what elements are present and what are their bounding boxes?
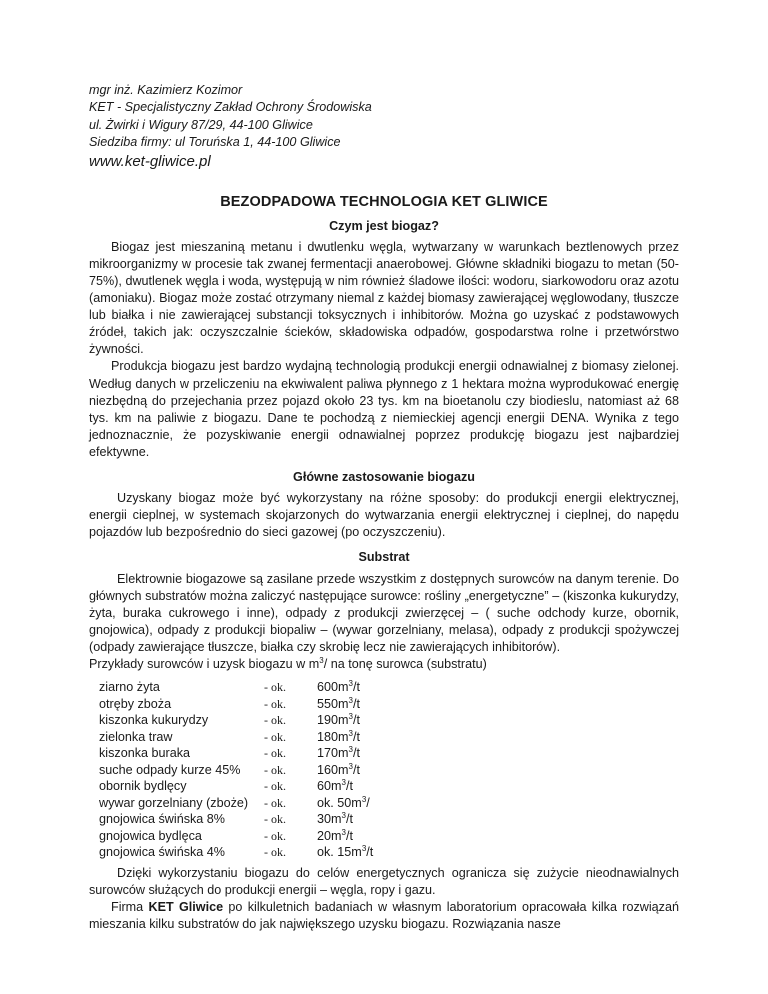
paragraph-substrate: Elektrownie biogazowe są zasilane przede wszystkim z dostępnych surowców na danym terenie. Do głównych substratów można zaliczyć następujące surowce: rośliny „energetyczne” – (kiszonka kukurydzy, żyta, buraka cukrowego i inne), odpady z produkcji zwierzęcej – ( suche odchody kurze, obornik, gnojowica), odpady z produkcji biopaliw – (wywar gorzelniany, melasa), odpady z produkcji spożywczej (odpady zawierające tłuszcze, białka czy skrobię lecz nie zawierających inhibitorów). [89,571,679,654]
substrate-name: suche odpady kurze 45% [99,762,241,777]
table-row [99,762,417,779]
substrate-name: kiszonka kukurydzy [99,713,209,728]
author-name: mgr inż. Kazimierz Kozimor [89,83,243,97]
approx-label: - ok. [264,746,286,761]
table-row [99,844,417,861]
approx-label: - ok. [264,795,286,810]
company-address: ul. Żwirki i Wigury 87/29, 44-100 Gliwice [89,117,313,132]
yield-value: $160m^3/t$ [317,761,360,777]
website-link[interactable]: www.ket-gliwice.pl [89,152,211,170]
table-row [99,828,417,845]
substrate-name: zielonka traw [99,729,173,744]
yield-value: $600m^3/t$ [317,678,360,695]
table-row [99,795,417,812]
substrate-yield-table [99,679,417,861]
document-title: BEZODPADOWA TECHNOLOGIA KET GLIWICE [220,193,548,210]
yield-value: $180m^3/t$ [317,728,360,744]
company-name: KET - Specjalistyczny Zakład Ochrony Środowiska [89,100,372,115]
approx-label: - ok. [264,779,286,794]
section-heading-usage: Główne zastosowanie biogazu [293,470,475,485]
document-page [89,82,679,933]
approx-label: - ok. [264,845,286,860]
paragraph-biogas-definition: Biogaz jest mieszaniną metanu i dwutlenku węgla, wytwarzany w warunkach beztlenowych przez mikroorganizmy w procesie tak zwanej fermentacji anaerobowej. Główne składniki biogazu to metan (50-75%), dwutlenek węgla i woda, występują w nim również śladowe ilości: wodoru, siarkowodoru oraz azotu (amoniaku). Biogaz może zostać otrzymany niemal z każdej biomasy zawierającej węglowodany, tłuszcze lub białka i nie zawierającej substancji toksycznych i inhibitorów. Można go uzyskać z podstawowych źródeł, takich jak: oczyszczalnie ścieków, składowiska odpadów, gospodarstwa rolne i przetwórstwo żywności. [89,239,679,357]
substrate-name: gnojowica świńska 8% [99,812,225,827]
section-heading-substrate: Substrat [358,550,410,565]
approx-label: - ok. [264,812,286,827]
table-row [99,778,417,795]
examples-intro: Przykłady surowców i uzysk biogazu w $m^3/$ na tonę surowca (substratu) [89,655,487,671]
table-row [99,679,417,696]
approx-label: - ok. [264,713,286,728]
substrate-name: ziarno żyta [99,680,160,695]
author-header [89,82,679,171]
yield-value: ok. $50m^3/$ [317,794,370,810]
yield-value: $60m^3/t$ [317,777,353,794]
substrate-name: otręby zboża [99,696,172,711]
yield-value: $170m^3/t$ [317,744,360,761]
yield-value: $30m^3/t$ [317,810,353,827]
substrate-name: kiszonka buraka [99,746,191,761]
paragraph-ket-research: Firma KET Gliwice po kilkuletnich badaniach w własnym laboratorium opracowała kilka rozwiązań mieszania kilku substratów do jak największego uzysku biogazu. Rozwiązania nasze [89,899,679,931]
table-row [99,712,417,729]
approx-label: - ok. [264,762,286,777]
approx-label: - ok. [264,828,286,843]
substrate-name: gnojowica świńska 4% [99,845,225,860]
yield-value: $550m^3/t$ [317,695,360,711]
table-row [99,811,417,828]
company-seat: Siedziba firmy: ul Toruńska 1, 44-100 Gliwice [89,135,341,150]
table-row [99,745,417,762]
yield-value: ok. $15m^3/t$ [317,843,374,860]
paragraph-biogas-production: Produkcja biogazu jest bardzo wydajną technologią produkcji energii odnawialnej z biomasy zielonej. Według danych w przeliczeniu na ekwiwalent paliwa płynnego z 1 hektara można wyprodukować energię niezbędną do przejechania przez pojazd około 23 tys. km na bioetanolu czy biodieslu, natomiast aż 68 tys. km na paliwie z biogazu. Dane te pochodzą z niemieckiej agencji energii DENA. Wynika z tego jednoznacznie, że pozyskiwanie energii odnawialnej poprzez produkcję biogazu jest najbardziej efektywne. [89,359,679,459]
paragraph-energy-savings: Dzięki wykorzystaniu biogazu do celów energetycznych ogranicza się zużycie nieodnawialnych surowców służących do produkcji energii – węgla, ropy i gazu. [89,865,679,897]
substrate-name: obornik bydlęcy [99,779,187,794]
approx-label: - ok. [264,696,286,711]
substrate-name: gnojowica bydlęca [99,828,202,843]
table-row [99,696,417,713]
approx-label: - ok. [264,729,286,744]
paragraph-usage: Uzyskany biogaz może być wykorzystany na różne sposoby: do produkcji energii elektrycznej, energii cieplnej, w systemach skojarzonych do wytwarzania energii elektrycznej i cieplnej, do napędu pojazdów lub bezpośrednio do sieci gazowej (po oczyszczeniu). [89,491,679,540]
substrate-name: wywar gorzelniany (zboże) [99,795,249,810]
section-heading-biogas: Czym jest biogaz? [329,218,439,233]
yield-value: $190m^3/t$ [317,711,360,728]
table-row [99,729,417,746]
approx-label: - ok. [264,680,286,695]
yield-value: $20m^3/t$ [317,827,353,843]
